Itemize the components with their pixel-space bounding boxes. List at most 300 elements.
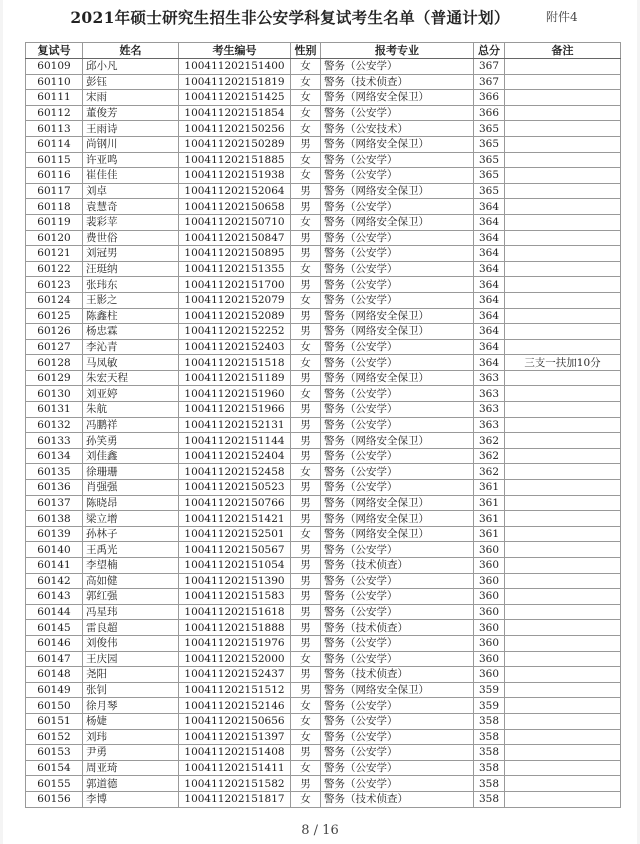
- cell-major: 警务（公安学）: [321, 713, 474, 729]
- cell-major: 警务（网络安全保卫）: [321, 90, 474, 106]
- cell-remarks: [505, 136, 621, 152]
- cell-retest-no: 60115: [26, 152, 83, 168]
- cell-remarks: [505, 495, 621, 511]
- cell-major: 警务（公安学）: [321, 168, 474, 184]
- cell-retest-no: 60114: [26, 136, 83, 152]
- cell-gender: 女: [291, 261, 321, 277]
- cell-name: 王庆园: [83, 651, 179, 667]
- header-retest-no: 复试号: [26, 43, 83, 59]
- cell-score: 365: [474, 168, 505, 184]
- cell-retest-no: 60133: [26, 433, 83, 449]
- table-row: [26, 620, 621, 636]
- table-row: [26, 246, 621, 262]
- cell-gender: 女: [291, 121, 321, 137]
- cell-candidate-id: 100411202150567: [179, 542, 291, 558]
- cell-score: 364: [474, 324, 505, 340]
- cell-gender: 女: [291, 760, 321, 776]
- cell-remarks: [505, 261, 621, 277]
- cell-name: 陈晓昂: [83, 495, 179, 511]
- cell-retest-no: 60150: [26, 698, 83, 714]
- cell-remarks: [505, 713, 621, 729]
- cell-retest-no: 60129: [26, 370, 83, 386]
- cell-score: 360: [474, 542, 505, 558]
- table-row: [26, 308, 621, 324]
- cell-remarks: [505, 121, 621, 137]
- table-row: [26, 386, 621, 402]
- header-candidate-id: 考生编号: [179, 43, 291, 59]
- cell-name: 郭红强: [83, 589, 179, 605]
- cell-score: 363: [474, 402, 505, 418]
- table-row: [26, 183, 621, 199]
- cell-retest-no: 60143: [26, 589, 83, 605]
- cell-score: 358: [474, 776, 505, 792]
- cell-score: 358: [474, 745, 505, 761]
- cell-remarks: [505, 511, 621, 527]
- cell-gender: 男: [291, 402, 321, 418]
- cell-name: 邱小凡: [83, 59, 179, 75]
- cell-candidate-id: 100411202151888: [179, 620, 291, 636]
- cell-candidate-id: 100411202151938: [179, 168, 291, 184]
- cell-candidate-id: 100411202152064: [179, 183, 291, 199]
- table-row: [26, 448, 621, 464]
- cell-candidate-id: 100411202152458: [179, 464, 291, 480]
- cell-candidate-id: 100411202152146: [179, 698, 291, 714]
- page-indicator: 8 / 16: [301, 823, 339, 838]
- table-row: [26, 230, 621, 246]
- cell-gender: 女: [291, 729, 321, 745]
- cell-gender: 女: [291, 386, 321, 402]
- cell-gender: 男: [291, 246, 321, 262]
- cell-remarks: [505, 183, 621, 199]
- cell-remarks: [505, 776, 621, 792]
- cell-score: 364: [474, 230, 505, 246]
- cell-score: 360: [474, 651, 505, 667]
- cell-remarks: [505, 433, 621, 449]
- cell-candidate-id: 100411202151817: [179, 791, 291, 807]
- header-name: 姓名: [83, 43, 179, 59]
- cell-name: 王影之: [83, 292, 179, 308]
- cell-remarks: [505, 292, 621, 308]
- cell-score: 360: [474, 589, 505, 605]
- cell-gender: 女: [291, 526, 321, 542]
- cell-major: 警务（技术侦查）: [321, 791, 474, 807]
- cell-name: 刘卓: [83, 183, 179, 199]
- cell-gender: 男: [291, 682, 321, 698]
- cell-candidate-id: 100411202150658: [179, 199, 291, 215]
- cell-candidate-id: 100411202150710: [179, 214, 291, 230]
- attachment-label: 附件4: [546, 10, 578, 24]
- cell-name: 彭钰: [83, 74, 179, 90]
- cell-score: 359: [474, 698, 505, 714]
- cell-major: 警务（公安学）: [321, 729, 474, 745]
- cell-candidate-id: 100411202151411: [179, 760, 291, 776]
- cell-candidate-id: 100411202151400: [179, 59, 291, 75]
- cell-score: 360: [474, 667, 505, 683]
- cell-gender: 男: [291, 745, 321, 761]
- cell-score: 362: [474, 433, 505, 449]
- cell-gender: 女: [291, 214, 321, 230]
- cell-candidate-id: 100411202152089: [179, 308, 291, 324]
- table-row: [26, 355, 621, 371]
- cell-remarks: [505, 558, 621, 574]
- cell-gender: 男: [291, 324, 321, 340]
- table-row: [26, 558, 621, 574]
- table-row: [26, 433, 621, 449]
- cell-retest-no: 60123: [26, 277, 83, 293]
- table-row: [26, 90, 621, 106]
- cell-retest-no: 60144: [26, 604, 83, 620]
- cell-remarks: [505, 589, 621, 605]
- cell-remarks: [505, 324, 621, 340]
- cell-remarks: [505, 168, 621, 184]
- cell-remarks: [505, 620, 621, 636]
- cell-gender: 男: [291, 308, 321, 324]
- cell-candidate-id: 100411202151425: [179, 90, 291, 106]
- cell-retest-no: 60154: [26, 760, 83, 776]
- cell-retest-no: 60130: [26, 386, 83, 402]
- cell-major: 警务（网络安全保卫）: [321, 214, 474, 230]
- cell-major: 警务（公安学）: [321, 246, 474, 262]
- cell-remarks: [505, 526, 621, 542]
- cell-score: 366: [474, 105, 505, 121]
- cell-score: 362: [474, 464, 505, 480]
- cell-name: 陈鑫柱: [83, 308, 179, 324]
- cell-candidate-id: 100411202151421: [179, 511, 291, 527]
- cell-major: 警务（公安学）: [321, 292, 474, 308]
- cell-retest-no: 60122: [26, 261, 83, 277]
- cell-major: 警务（公安学）: [321, 651, 474, 667]
- cell-remarks: [505, 604, 621, 620]
- cell-major: 警务（公安学）: [321, 464, 474, 480]
- cell-score: 364: [474, 292, 505, 308]
- cell-remarks: [505, 74, 621, 90]
- cell-major: 警务（公安学）: [321, 745, 474, 761]
- cell-gender: 女: [291, 698, 321, 714]
- cell-gender: 男: [291, 370, 321, 386]
- cell-candidate-id: 100411202150256: [179, 121, 291, 137]
- cell-name: 刘冠男: [83, 246, 179, 262]
- table-row: [26, 511, 621, 527]
- cell-candidate-id: 100411202151397: [179, 729, 291, 745]
- cell-candidate-id: 100411202152437: [179, 667, 291, 683]
- cell-candidate-id: 100411202150289: [179, 136, 291, 152]
- cell-name: 李博: [83, 791, 179, 807]
- table-row: [26, 573, 621, 589]
- table-row: [26, 495, 621, 511]
- table-row: [26, 526, 621, 542]
- cell-score: 360: [474, 573, 505, 589]
- cell-gender: 男: [291, 776, 321, 792]
- table-row: [26, 745, 621, 761]
- cell-remarks: [505, 370, 621, 386]
- cell-score: 367: [474, 74, 505, 90]
- cell-remarks: [505, 105, 621, 121]
- cell-major: 警务（公安学）: [321, 417, 474, 433]
- cell-candidate-id: 100411202152131: [179, 417, 291, 433]
- cell-major: 警务（公安学）: [321, 261, 474, 277]
- cell-candidate-id: 100411202150766: [179, 495, 291, 511]
- cell-name: 刘佳鑫: [83, 448, 179, 464]
- cell-score: 364: [474, 355, 505, 371]
- cell-score: 362: [474, 448, 505, 464]
- cell-score: 363: [474, 417, 505, 433]
- cell-candidate-id: 100411202151966: [179, 402, 291, 418]
- table-row: [26, 480, 621, 496]
- cell-candidate-id: 100411202151144: [179, 433, 291, 449]
- cell-remarks: [505, 542, 621, 558]
- cell-name: 裴彩苹: [83, 214, 179, 230]
- cell-name: 徐月琴: [83, 698, 179, 714]
- cell-retest-no: 60131: [26, 402, 83, 418]
- cell-candidate-id: 100411202151189: [179, 370, 291, 386]
- cell-remarks: [505, 667, 621, 683]
- table-row: [26, 667, 621, 683]
- cell-score: 358: [474, 713, 505, 729]
- cell-gender: 男: [291, 230, 321, 246]
- cell-remarks: [505, 729, 621, 745]
- table-row: [26, 464, 621, 480]
- cell-name: 高如健: [83, 573, 179, 589]
- cell-score: 364: [474, 308, 505, 324]
- cell-gender: 女: [291, 651, 321, 667]
- cell-remarks: [505, 480, 621, 496]
- cell-name: 马凤敏: [83, 355, 179, 371]
- cell-remarks: [505, 745, 621, 761]
- table-row: [26, 339, 621, 355]
- cell-gender: 男: [291, 635, 321, 651]
- cell-name: 梁立增: [83, 511, 179, 527]
- cell-candidate-id: 100411202151408: [179, 745, 291, 761]
- cell-remarks: [505, 464, 621, 480]
- cell-retest-no: 60149: [26, 682, 83, 698]
- cell-name: 费世俗: [83, 230, 179, 246]
- cell-candidate-id: 100411202152501: [179, 526, 291, 542]
- cell-major: 警务（网络安全保卫）: [321, 495, 474, 511]
- cell-gender: 男: [291, 573, 321, 589]
- cell-score: 361: [474, 526, 505, 542]
- table-row: [26, 136, 621, 152]
- cell-name: 王雨诗: [83, 121, 179, 137]
- cell-retest-no: 60118: [26, 199, 83, 215]
- cell-major: 警务（公安技术）: [321, 121, 474, 137]
- table-row: [26, 74, 621, 90]
- cell-gender: 男: [291, 433, 321, 449]
- cell-candidate-id: 100411202151854: [179, 105, 291, 121]
- cell-major: 警务（网络安全保卫）: [321, 183, 474, 199]
- cell-major: 警务（公安学）: [321, 277, 474, 293]
- cell-retest-no: 60134: [26, 448, 83, 464]
- cell-major: 警务（公安学）: [321, 386, 474, 402]
- cell-name: 尹勇: [83, 745, 179, 761]
- cell-score: 364: [474, 246, 505, 262]
- cell-name: 张玮东: [83, 277, 179, 293]
- cell-major: 警务（公安学）: [321, 480, 474, 496]
- cell-major: 警务（公安学）: [321, 448, 474, 464]
- cell-name: 李沁青: [83, 339, 179, 355]
- cell-score: 361: [474, 495, 505, 511]
- cell-name: 朱宏天程: [83, 370, 179, 386]
- table-row: [26, 121, 621, 137]
- cell-gender: 男: [291, 448, 321, 464]
- table-row: [26, 776, 621, 792]
- table-row: [26, 417, 621, 433]
- cell-score: 364: [474, 261, 505, 277]
- cell-major: 警务（技术侦查）: [321, 558, 474, 574]
- cell-major: 警务（技术侦查）: [321, 620, 474, 636]
- table-row: [26, 698, 621, 714]
- cell-gender: 男: [291, 542, 321, 558]
- cell-candidate-id: 100411202152252: [179, 324, 291, 340]
- cell-score: 363: [474, 370, 505, 386]
- cell-retest-no: 60128: [26, 355, 83, 371]
- cell-major: 警务（公安学）: [321, 589, 474, 605]
- cell-name: 周亚琦: [83, 760, 179, 776]
- cell-major: 警务（网络安全保卫）: [321, 324, 474, 340]
- cell-name: 袁慧奇: [83, 199, 179, 215]
- table-row: [26, 199, 621, 215]
- cell-retest-no: 60153: [26, 745, 83, 761]
- cell-score: 359: [474, 682, 505, 698]
- cell-retest-no: 60147: [26, 651, 83, 667]
- table-row: [26, 651, 621, 667]
- cell-retest-no: 60136: [26, 480, 83, 496]
- cell-gender: 男: [291, 417, 321, 433]
- cell-name: 雷良超: [83, 620, 179, 636]
- cell-gender: 男: [291, 136, 321, 152]
- cell-retest-no: 60121: [26, 246, 83, 262]
- cell-name: 汪珽纳: [83, 261, 179, 277]
- cell-score: 360: [474, 620, 505, 636]
- cell-name: 冯星玮: [83, 604, 179, 620]
- table-row: [26, 791, 621, 807]
- cell-score: 361: [474, 480, 505, 496]
- cell-candidate-id: 100411202151390: [179, 573, 291, 589]
- cell-candidate-id: 100411202152403: [179, 339, 291, 355]
- table-row: [26, 324, 621, 340]
- cell-retest-no: 60135: [26, 464, 83, 480]
- cell-name: 宋雨: [83, 90, 179, 106]
- cell-gender: 女: [291, 59, 321, 75]
- cell-major: 警务（公安学）: [321, 635, 474, 651]
- cell-gender: 女: [291, 90, 321, 106]
- cell-gender: 男: [291, 199, 321, 215]
- cell-retest-no: 60127: [26, 339, 83, 355]
- cell-remarks: [505, 277, 621, 293]
- cell-major: 警务（网络安全保卫）: [321, 136, 474, 152]
- cell-retest-no: 60138: [26, 511, 83, 527]
- cell-remarks: [505, 417, 621, 433]
- table-row: [26, 542, 621, 558]
- cell-gender: 女: [291, 292, 321, 308]
- cell-remarks: [505, 230, 621, 246]
- cell-gender: 女: [291, 105, 321, 121]
- cell-major: 警务（网络安全保卫）: [321, 526, 474, 542]
- cell-major: 警务（网络安全保卫）: [321, 370, 474, 386]
- cell-candidate-id: 100411202151355: [179, 261, 291, 277]
- cell-remarks: [505, 199, 621, 215]
- cell-major: 警务（公安学）: [321, 542, 474, 558]
- cell-score: 365: [474, 152, 505, 168]
- cell-remarks: [505, 246, 621, 262]
- cell-retest-no: 60155: [26, 776, 83, 792]
- cell-candidate-id: 100411202150847: [179, 230, 291, 246]
- cell-gender: 女: [291, 74, 321, 90]
- cell-score: 367: [474, 59, 505, 75]
- cell-candidate-id: 100411202152079: [179, 292, 291, 308]
- cell-name: 刘俊伟: [83, 635, 179, 651]
- cell-candidate-id: 100411202150656: [179, 713, 291, 729]
- cell-gender: 女: [291, 791, 321, 807]
- cell-candidate-id: 100411202151582: [179, 776, 291, 792]
- cell-gender: 男: [291, 480, 321, 496]
- header-major: 报考专业: [321, 43, 474, 59]
- cell-remarks: [505, 635, 621, 651]
- cell-major: 警务（网络安全保卫）: [321, 511, 474, 527]
- cell-score: 366: [474, 90, 505, 106]
- table-row: [26, 59, 621, 75]
- table-row: [26, 760, 621, 776]
- cell-remarks: [505, 308, 621, 324]
- table-row: [26, 589, 621, 605]
- cell-gender: 男: [291, 620, 321, 636]
- cell-retest-no: 60113: [26, 121, 83, 137]
- table-row: [26, 105, 621, 121]
- cell-major: 警务（公安学）: [321, 604, 474, 620]
- cell-retest-no: 60141: [26, 558, 83, 574]
- header-score: 总分: [474, 43, 505, 59]
- cell-remarks: [505, 152, 621, 168]
- cell-retest-no: 60137: [26, 495, 83, 511]
- cell-candidate-id: 100411202151054: [179, 558, 291, 574]
- cell-retest-no: 60148: [26, 667, 83, 683]
- cell-name: 肖强强: [83, 480, 179, 496]
- cell-remarks: [505, 573, 621, 589]
- header-gender: 性别: [291, 43, 321, 59]
- cell-retest-no: 60139: [26, 526, 83, 542]
- cell-retest-no: 60125: [26, 308, 83, 324]
- cell-score: 360: [474, 558, 505, 574]
- table-row: [26, 370, 621, 386]
- cell-retest-no: 60132: [26, 417, 83, 433]
- cell-candidate-id: 100411202151518: [179, 355, 291, 371]
- cell-score: 364: [474, 339, 505, 355]
- cell-candidate-id: 100411202151819: [179, 74, 291, 90]
- cell-candidate-id: 100411202151700: [179, 277, 291, 293]
- cell-major: 警务（公安学）: [321, 152, 474, 168]
- table-row: [26, 152, 621, 168]
- cell-name: 刘亚婷: [83, 386, 179, 402]
- cell-retest-no: 60145: [26, 620, 83, 636]
- cell-gender: 男: [291, 183, 321, 199]
- cell-score: 364: [474, 214, 505, 230]
- cell-score: 358: [474, 791, 505, 807]
- cell-candidate-id: 100411202150523: [179, 480, 291, 496]
- cell-name: 许亚鸣: [83, 152, 179, 168]
- cell-retest-no: 60109: [26, 59, 83, 75]
- cell-name: 董俊芳: [83, 105, 179, 121]
- cell-major: 警务（公安学）: [321, 230, 474, 246]
- cell-gender: 男: [291, 589, 321, 605]
- cell-major: 警务（技术侦查）: [321, 74, 474, 90]
- table-row: [26, 635, 621, 651]
- cell-candidate-id: 100411202151618: [179, 604, 291, 620]
- cell-major: 警务（网络安全保卫）: [321, 433, 474, 449]
- cell-name: 崔佳佳: [83, 168, 179, 184]
- cell-remarks: [505, 214, 621, 230]
- cell-remarks: [505, 682, 621, 698]
- cell-remarks: [505, 651, 621, 667]
- cell-major: 警务（公安学）: [321, 339, 474, 355]
